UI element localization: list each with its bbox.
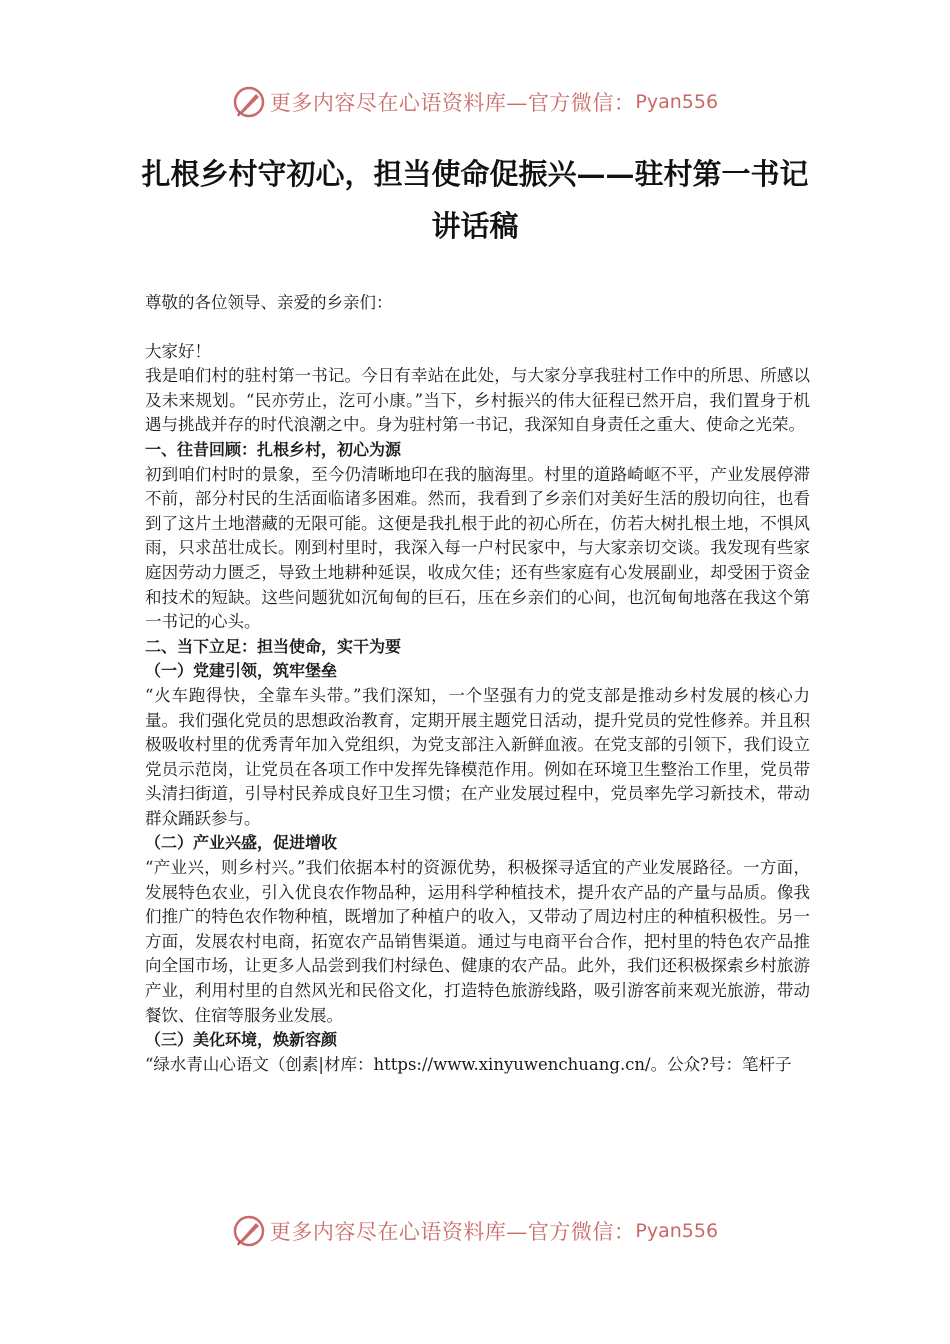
intro-paragraph: 我是咱们村的驻村第一书记。今日有幸站在此处，与大家分享我驻村工作中的所思、所感以及未来规划。“民亦劳止，汔可小康。”当下，乡村振兴的伟大征程已然开启，我们置身于机遇与挑战并存的时代浪潮之中。身为驻村第一书记，我深知自身责任之重大、使命之光荣。 [145, 366, 810, 435]
section-heading-2: 二、当下立足：担当使命，实干为要 [145, 636, 402, 656]
document-body [145, 291, 810, 1077]
document-title [120, 148, 830, 252]
subsection-2a-paragraph: “火车跑得快，全靠车头带。”我们深知，一个坚强有力的党支部是推动乡村发展的核心力量。我们强化党员的思想政治教育，定期开展主题党日活动，提升党员的党性修养。并且积极吸收村里的优秀青年加入党组织，为党支部注入新鲜血液。在党支部的引领下，我们设立党员示范岗，让党员在各项工作中发挥先锋模范作用。例如在环境卫生整治工作里，党员带头清扫街道，引导村民养成良好卫生习惯；在产业发展过程中，党员率先学习新技术，带动群众踊跃参与。 [145, 685, 810, 828]
section-1-paragraph: 初到咱们村时的景象，至今仍清晰地印在我的脑海里。村里的道路崎岖不平，产业发展停滞不前，部分村民的生活面临诸多困难。然而，我看到了乡亲们对美好生活的殷切向往，也看到了这片土地潜藏的无限可能。这便是我扎根于此的初心所在，仿若大树扎根土地，不惧风雨，只求茁壮成长。刚到村里时，我深入每一户村民家中，与大家亲切交谈。我发现有些家庭因劳动力匮乏，导致土地耕种延误，收成欠佳；还有些家庭有心发展副业，却受困于资金和技术的短缺。这些问题犹如沉甸甸的巨石，压在乡亲们的心间，也沉甸甸地落在我这个第一书记的心头。 [145, 464, 810, 632]
subsection-heading-2b: （二）产业兴盛，促进增收 [145, 833, 338, 853]
title-line-2: 讲话稿 [431, 209, 519, 243]
subsection-2c-paragraph: “绿水青山心语文（创素|材库：https://www.xinyuwenchuang.cn/。公众?号：笔杆子 [145, 1054, 792, 1074]
banner-wechat-id: Pyan556 [635, 1220, 719, 1242]
header-watermark-banner [0, 82, 950, 122]
subsection-heading-2c: （三）美化环境，焕新容颜 [145, 1030, 338, 1050]
subsection-heading-2a: （一）党建引领，筑牢堡垒 [145, 661, 338, 681]
subsection-2b-paragraph: “产业兴，则乡村兴。”我们依据本村的资源优势，积极探寻适宜的产业发展路径。一方面，发展特色农业，引入优良农作物品种，运用科学种植技术，提升农产品的产量与品质。像我们推广的特色农作物种植，既增加了种植户的收入，又带动了周边村庄的种植积极性。另一方面，发展农村电商，拓宽农产品销售渠道。通过与电商平台合作，把村里的特色农产品推向全国市场，让更多人品尝到我们村绿色、健康的农产品。此外，我们还积极探索乡村旅游产业，利用村里的自然风光和民俗文化，打造特色旅游线路，吸引游客前来观光旅游，带动餐饮、住宿等服务业发展。 [145, 858, 810, 1025]
salutation: 尊敬的各位领导、亲爱的乡亲们： [145, 293, 393, 312]
quill-logo-icon [232, 85, 266, 119]
greeting: 大家好！ [145, 341, 211, 361]
banner-text: 更多内容尽在心语资料库—官方微信： [269, 1220, 636, 1244]
quill-logo-icon [232, 1214, 266, 1248]
banner-wechat-id: Pyan556 [635, 91, 719, 113]
banner-text: 更多内容尽在心语资料库—官方微信： [269, 91, 636, 115]
footer-watermark-banner [0, 1211, 950, 1251]
title-line-1: 扎根乡村守初心，担当使命促振兴——驻村第一书记 [141, 157, 809, 191]
section-heading-1: 一、往昔回顾：扎根乡村，初心为源 [145, 439, 402, 459]
